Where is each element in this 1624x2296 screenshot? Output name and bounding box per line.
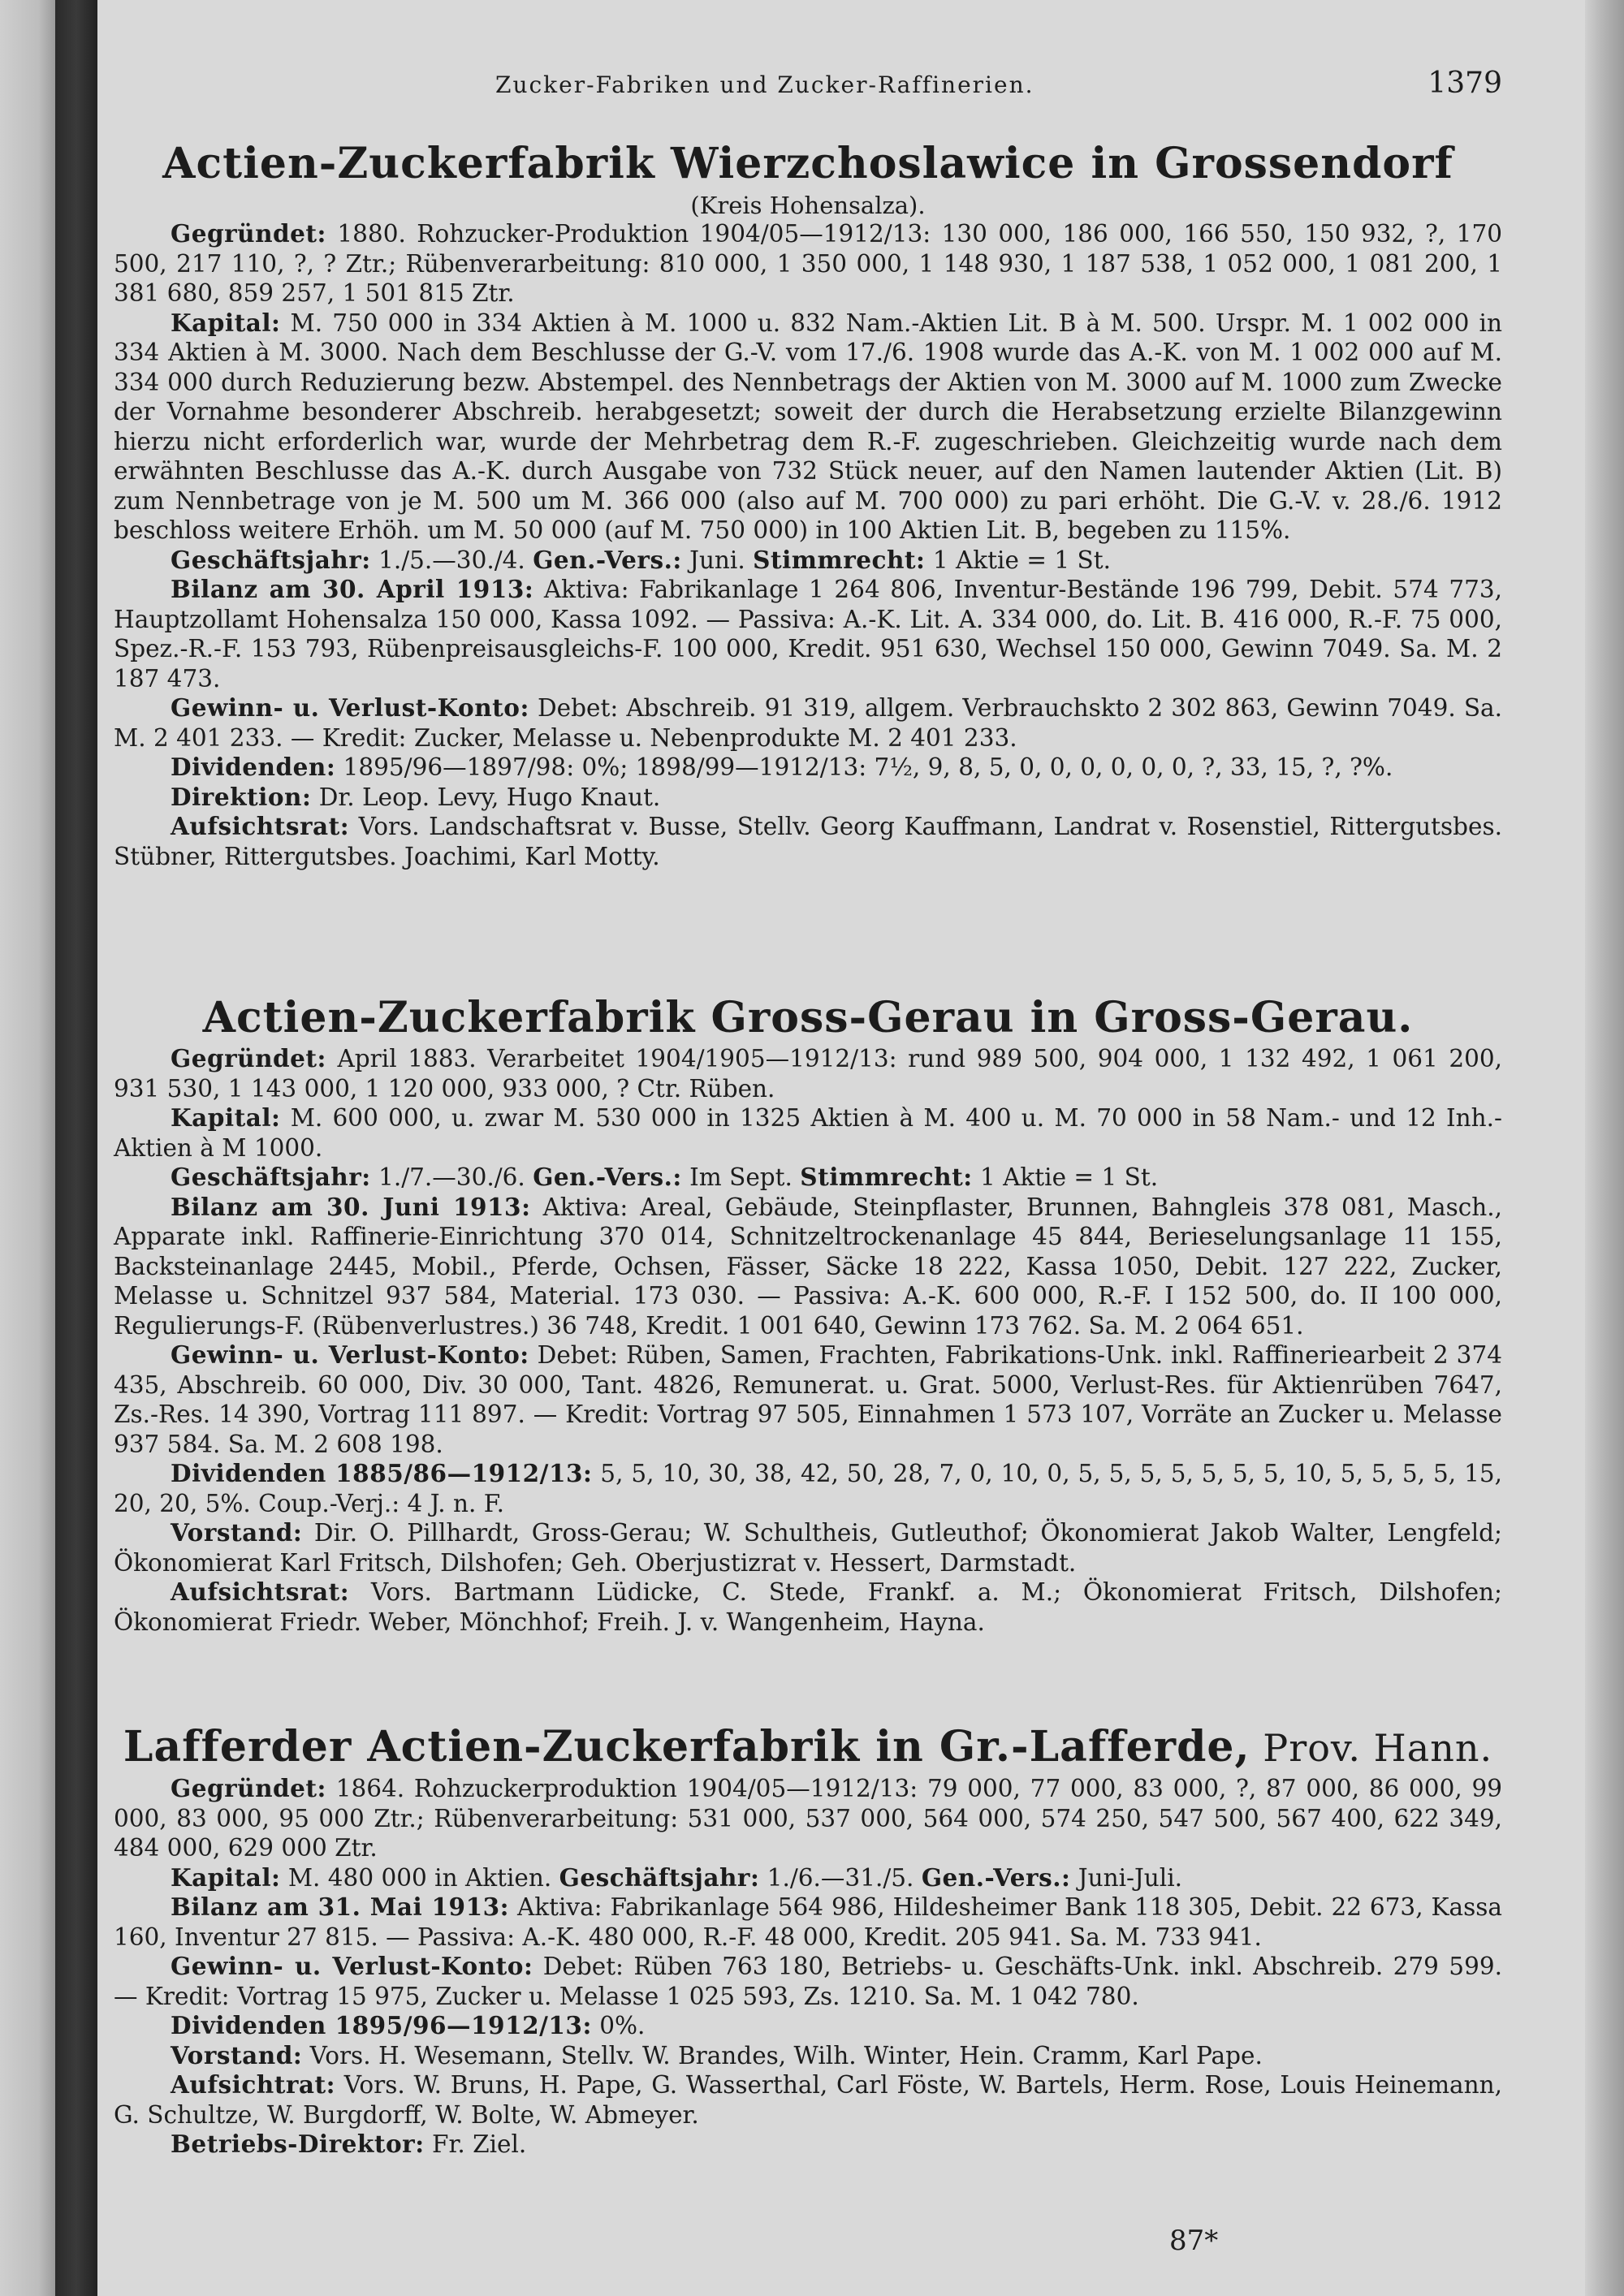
field-label: Gewinn- u. Verlust-Konto: <box>171 1340 529 1369</box>
field-label: Bilanz am 30. April 1913: <box>171 575 534 603</box>
field-label: Bilanz am 30. Juni 1913: <box>171 1192 531 1221</box>
company-title: Actien-Zuckerfabrik Gross-Gerau in Gross-Gerau. <box>202 993 1414 1042</box>
field-label: Vorstand: <box>171 1518 303 1547</box>
company-entry-lafferde <box>114 1721 1502 2160</box>
company-entry-wierzchoslawice <box>114 138 1502 871</box>
entry-founded <box>114 1044 1502 1103</box>
entry-operations-director <box>114 2130 1502 2160</box>
field-label: Aufsichtsrat: <box>171 812 350 840</box>
entry-balance <box>114 1892 1502 1952</box>
entry-fiscal-year <box>114 546 1502 576</box>
company-entry-gross-gerau <box>114 992 1502 1637</box>
field-text: 1 Aktie = 1 St. <box>925 546 1111 574</box>
company-title-province: Prov. Hann. <box>1250 1726 1493 1770</box>
running-head-title: Zucker-Fabriken und Zucker-Raffinerien. <box>495 71 1034 98</box>
company-title-main: Lafferder Actien-Zuckerfabrik in Gr.-Lafferde, <box>123 1722 1250 1772</box>
field-label: Geschäftsjahr: <box>171 545 371 574</box>
entry-supervisory-board <box>114 2070 1502 2130</box>
field-label: Dividenden 1885/86—1912/13: <box>171 1459 593 1487</box>
entry-capital <box>114 309 1502 546</box>
entry-fiscal-year <box>114 1163 1502 1193</box>
field-text: 1895/96—1897/98: 0%; 1898/99—1912/13: 7½, 9, 8, 5, 0, 0, 0, 0, 0, 0, ?, 33, 15, ?, ?%. <box>335 753 1393 781</box>
entry-management <box>114 783 1502 813</box>
field-text: Aktiva: Fabrikanlage 1 264 806, Inventur-Bestände 196 799, Debit. 574 773, Hauptzollamt Hohensalza 150 000, Kassa 1092. — Passiva: A.-K. Lit. A. 334 000, do. Lit. B. 416 000, R.-F. 75 000, Spez.-R.-F. 153 793, Rübenpreisausgleichs-F. 100 000, Kredit. 951 630, Wechsel 150 000, Gewinn 7049. Sa. M. 2 187 473. <box>114 576 1502 693</box>
entry-dividends <box>114 2011 1502 2041</box>
book-spine-shadow <box>55 0 97 2296</box>
entry-balance <box>114 575 1502 693</box>
entry-dividends <box>114 1459 1502 1518</box>
field-text: Vors. H. Wesemann, Stellv. W. Brandes, Wilh. Winter, Hein. Cramm, Karl Pape. <box>302 2041 1263 2069</box>
field-label: Gewinn- u. Verlust-Konto: <box>171 693 529 722</box>
entry-capital <box>114 1103 1502 1163</box>
field-text: Fr. Ziel. <box>424 2130 527 2158</box>
field-text: M. 600 000, u. zwar M. 530 000 in 1325 Aktien à M. 400 u. M. 70 000 in 58 Nam.- und 12 Inh.-Aktien à M 1000. <box>114 1104 1502 1162</box>
field-label: Gegründet: <box>171 1774 326 1802</box>
field-text: Juni. <box>681 546 754 574</box>
field-text: Debet: Abschreib. 91 319, allgem. Verbrauchskto 2 302 863, Gewinn 7049. Sa. M. 2 401 233. — Kredit: Zucker, Melasse u. Nebenprodukte M. 2 401 233. <box>114 694 1503 752</box>
page-number: 1379 <box>1427 67 1502 100</box>
field-label: Gen.-Vers.: <box>533 545 682 574</box>
entry-profit-loss <box>114 693 1502 753</box>
field-text: 1./6.—31./5. <box>759 1863 922 1892</box>
book-page <box>97 0 1585 2296</box>
field-text: 1880. Rohzucker-Produktion 1904/05—1912/13: 130 000, 186 000, 166 550, 150 932, ?, 170 500, 217 110, ?, ? Ztr.; Rübenverarbeitung: 810 000, 1 350 000, 1 148 930, 1 187 538, 1 052 000, 1 081 200, 1 381 680, 859 257, 1 501 815 Ztr. <box>114 220 1502 307</box>
field-label: Aufsichtrat: <box>171 2070 336 2099</box>
entry-supervisory-board <box>114 812 1502 871</box>
field-label: Geschäftsjahr: <box>171 1163 371 1191</box>
entry-board <box>114 2041 1502 2071</box>
entry-board <box>114 1518 1502 1577</box>
page-edge-right <box>1585 0 1624 2296</box>
field-label: Gegründet: <box>171 219 326 248</box>
company-title: Actien-Zuckerfabrik Wierzchoslawice in Grossendorf <box>162 139 1453 188</box>
field-text: Im Sept. <box>681 1163 801 1191</box>
field-label: Aufsichtsrat: <box>171 1577 350 1606</box>
field-label: Gewinn- u. Verlust-Konto: <box>171 1952 533 1980</box>
entry-supervisory-board <box>114 1577 1502 1637</box>
field-label: Bilanz am 31. Mai 1913: <box>171 1892 510 1921</box>
field-label: Kapital: <box>171 308 281 337</box>
field-label: Direktion: <box>171 782 312 811</box>
entry-founded <box>114 219 1502 309</box>
entry-founded <box>114 1774 1502 1863</box>
entry-profit-loss <box>114 1952 1502 2011</box>
field-text: 1 Aktie = 1 St. <box>972 1163 1159 1191</box>
field-text: Vors. Bartmann Lüdicke, C. Stede, Frankf. a. M.; Ökonomierat Fritsch, Dilshofen; Ökonomierat Friedr. Weber, Mönchhof; Freih. J. v. Wangenheim, Hayna. <box>114 1578 1502 1636</box>
field-label: Gegründet: <box>171 1044 326 1072</box>
field-text: Vors. Landschaftsrat v. Busse, Stellv. Georg Kauffmann, Landrat v. Rosenstiel, Rittergutsbes. Stübner, Rittergutsbes. Joachimi, Karl Motty. <box>114 813 1502 870</box>
field-label: Dividenden: <box>171 753 336 781</box>
field-label: Betriebs-Direktor: <box>171 2130 425 2158</box>
field-text: 0%. <box>591 2012 646 2039</box>
signature-mark: 87* <box>1169 2225 1219 2257</box>
company-subtitle: (Kreis Hohensalza). <box>690 192 926 219</box>
field-label: Geschäftsjahr: <box>559 1862 760 1892</box>
running-head <box>114 67 1502 120</box>
field-text: April 1883. Verarbeitet 1904/1905—1912/13: rund 989 500, 904 000, 1 132 492, 1 061 200, 931 530, 1 143 000, 1 120 000, 933 000, ? Ctr. Rüben. <box>114 1045 1502 1103</box>
field-label: Gen.-Vers.: <box>533 1163 682 1191</box>
entry-capital <box>114 1863 1502 1893</box>
field-text: 5, 5, 10, 30, 38, 42, 50, 28, 7, 0, 10, 0, 5, 5, 5, 5, 5, 5, 5, 10, 5, 5, 5, 5, 15, 20, 20, 5%. Coup.-Verj.: 4 J. n. F. <box>114 1460 1502 1517</box>
field-text: 1./7.—30./6. <box>370 1163 533 1191</box>
field-text: Dir. O. Pillhardt, Gross-Gerau; W. Schultheis, Gutleuthof; Ökonomierat Jakob Walter, Lengfeld; Ökonomierat Karl Fritsch, Dilshofen; Geh. Oberjustizrat v. Hessert, Darmstadt. <box>114 1519 1502 1577</box>
field-text: M. 480 000 in Aktien. <box>280 1863 559 1892</box>
field-label: Vorstand: <box>171 2040 303 2069</box>
company-title <box>114 1721 1502 1774</box>
field-text: Debet: Rüben, Samen, Frachten, Fabrikations-Unk. inkl. Raffineriearbeit 2 374 435, Abschreib. 60 000, Div. 30 000, Tant. 4826, Remunerat. u. Grat. 5000, Verlust-Res. für Aktienrüben 7647, Zs.-Res. 14 390, Vortrag 111 897. — Kredit: Vortrag 97 505, Einnahmen 1 573 107, Vorräte an Zucker u. Melasse 937 584. Sa. M. 2 608 198. <box>114 1341 1502 1458</box>
field-label: Stimmrecht: <box>800 1163 973 1191</box>
facing-page-edge <box>0 0 55 2296</box>
field-text: Dr. Leop. Levy, Hugo Knaut. <box>311 783 661 811</box>
field-text: Debet: Rüben 763 180, Betriebs- u. Geschäfts-Unk. inkl. Abschreib. 279 599. — Kredit: Vortrag 15 975, Zucker u. Melasse 1 025 593, Zs. 1210. Sa. M. 1 042 780. <box>114 1953 1502 2010</box>
field-text: Juni-Juli. <box>1070 1863 1183 1892</box>
field-label: Gen.-Vers.: <box>921 1862 1071 1892</box>
entry-profit-loss <box>114 1340 1502 1459</box>
field-text: Vors. W. Bruns, H. Pape, G. Wasserthal, Carl Föste, W. Bartels, Herm. Rose, Louis Heinemann, G. Schultze, W. Burgdorff, W. Bolte, W. Abmeyer. <box>114 2071 1502 2129</box>
field-text: 1864. Rohzuckerproduktion 1904/05—1912/13: 79 000, 77 000, 83 000, ?, 87 000, 86 000, 99 000, 83 000, 95 000 Ztr.; Rübenverarbeitung: 531 000, 537 000, 564 000, 574 250, 547 500, 567 400, 622 349, 484 000, 629 000 Ztr. <box>114 1775 1502 1862</box>
field-text: Aktiva: Areal, Gebäude, Steinpflaster, Brunnen, Bahngleis 378 081, Masch., Apparate inkl. Raffinerie-Einrichtung 370 014, Schnitzeltrockenanlage 45 844, Berieselungsanlage 11 155, Backsteinanlage 2445, Mobil., Pferde, Ochsen, Fässer, Säcke 18 222, Kassa 1050, Debit. 127 222, Zucker, Melasse u. Schnitzel 937 584, Material. 173 030. — Passiva: A.-K. 600 000, R.-F. I 152 500, do. II 100 000, Regulierungs-F. (Rübenverlustres.) 36 748, Kredit. 1 001 640, Gewinn 173 762. Sa. M. 2 064 651. <box>114 1193 1502 1340</box>
field-text: 1./5.—30./4. <box>370 546 533 574</box>
field-text: Aktiva: Fabrikanlage 564 986, Hildesheimer Bank 118 305, Debit. 22 673, Kassa 160, Inventur 27 815. — Passiva: A.-K. 480 000, R.-F. 48 000, Kredit. 205 941. Sa. M. 733 941. <box>114 1893 1502 1951</box>
entry-balance <box>114 1193 1502 1341</box>
field-label: Kapital: <box>171 1103 281 1132</box>
field-label: Stimmrecht: <box>753 545 926 574</box>
field-text: M. 750 000 in 334 Aktien à M. 1000 u. 832 Nam.-Aktien Lit. B à M. 500. Urspr. M. 1 002 000 in 334 Aktien à M. 3000. Nach dem Beschlusse der G.-V. vom 17./6. 1908 wurde das A.-K. von M. 1 002 000 auf M. 334 000 durch Reduzierung bezw. Abstempel. des Nennbetrags der Aktien von M. 3000 auf M. 1000 zum Zwecke der Vornahme besonderer Abschreib. herabgesetzt; soweit der durch die Herabsetzung erzielte Bilanzgewinn hierzu nicht erforderlich war, wurde der Mehrbetrag dem R.-F. zugeschrieben. Gleichzeitig wurde nach dem erwähnten Beschlusse das A.-K. durch Ausgabe von 732 Stück neuer, auf den Namen lautender Aktien (Lit. B) zum Nennbetrage von je M. 500 um M. 366 000 (also auf M. 700 000) zu pari erhöht. Die G.-V. v. 28./6. 1912 beschloss weitere Erhöh. um M. 50 000 (auf M. 750 000) in 100 Aktien Lit. B, begeben zu 115%. <box>114 309 1502 544</box>
entry-dividends <box>114 753 1502 783</box>
field-label: Dividenden 1895/96—1912/13: <box>171 2011 592 2039</box>
field-label: Kapital: <box>171 1862 281 1892</box>
